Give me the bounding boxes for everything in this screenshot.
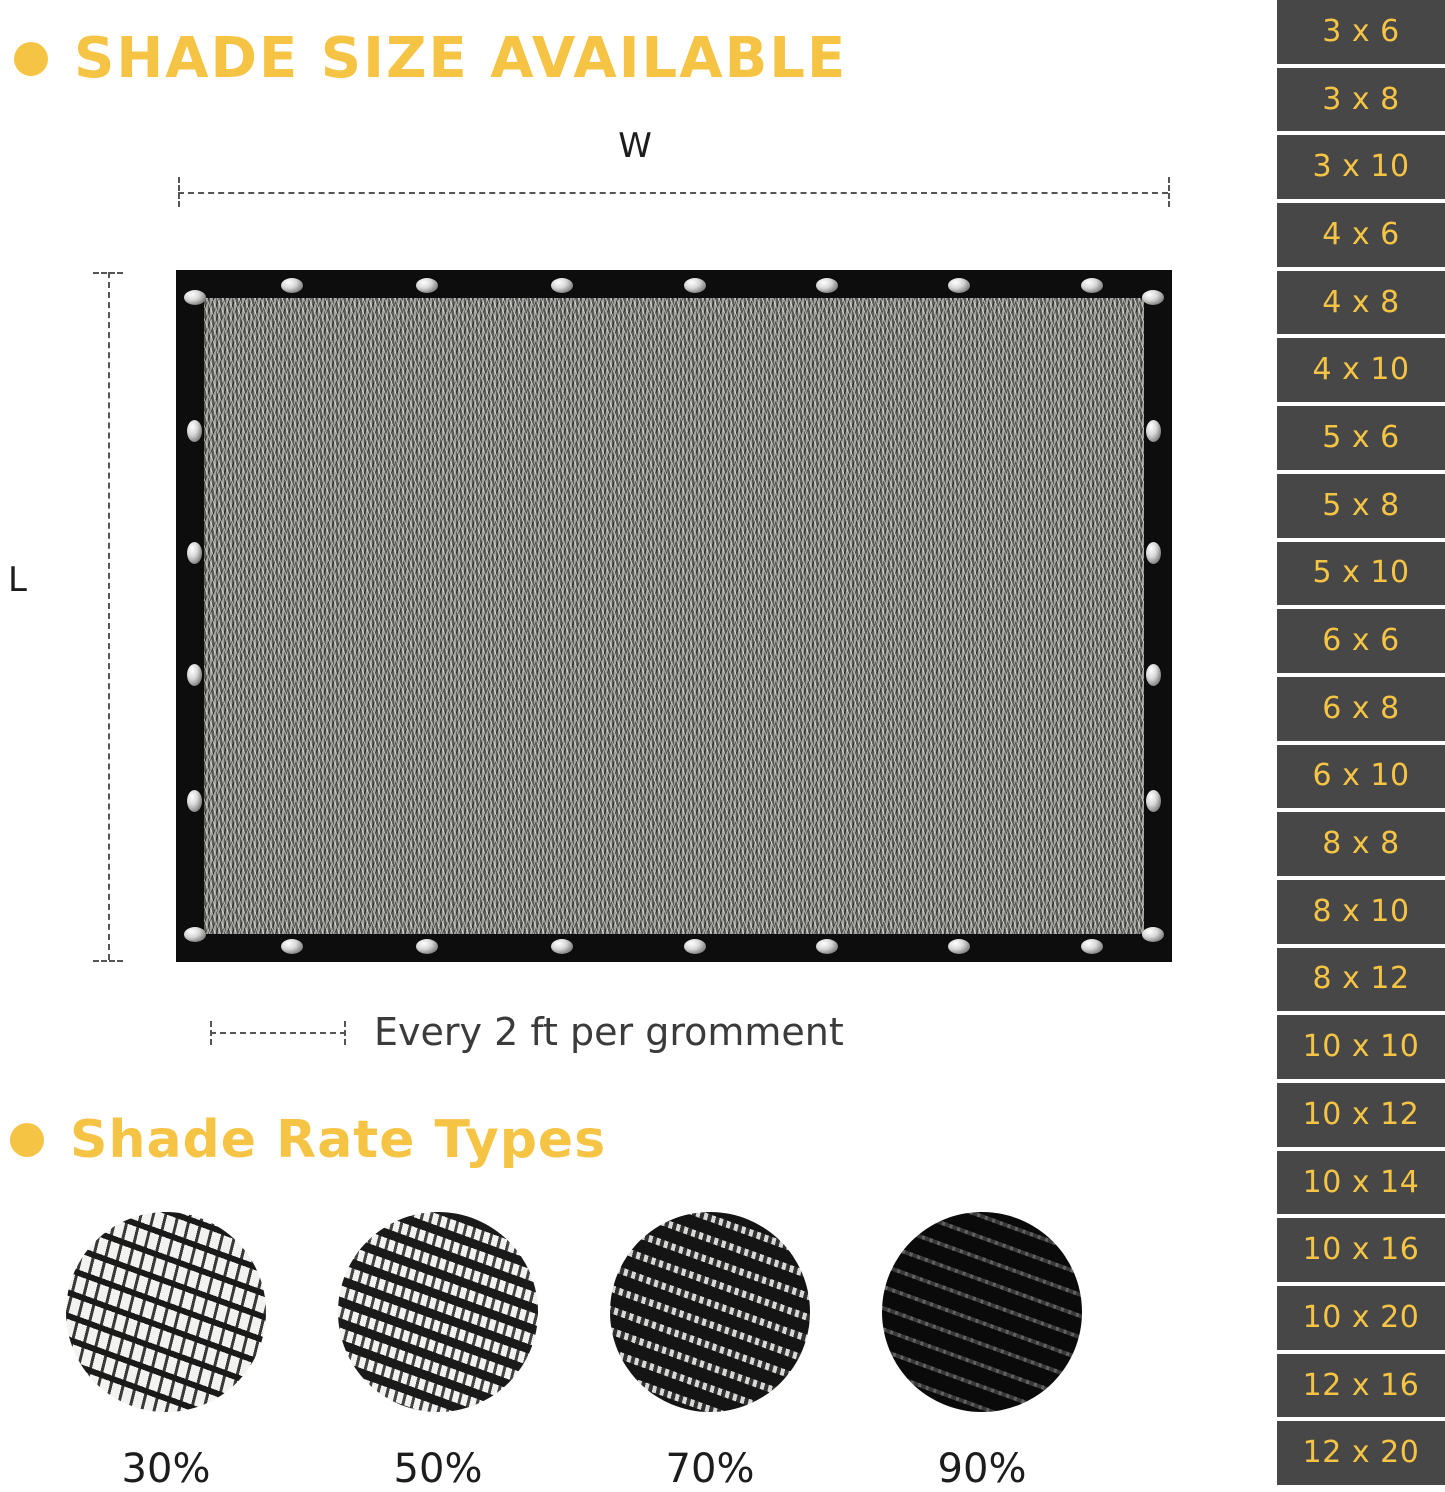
shade-rate-swatch-70: [610, 1212, 810, 1412]
shade-cloth-panel: [176, 270, 1172, 962]
width-dimension-label: W: [618, 126, 652, 166]
shade-rate-label: 70%: [665, 1446, 755, 1492]
size-chip: 6 x 10: [1277, 745, 1445, 809]
grommet: [1146, 420, 1161, 442]
grommet: [948, 278, 970, 293]
bullet-icon: [14, 42, 48, 76]
grommet: [1146, 542, 1161, 564]
shade-rate-item: [604, 1212, 816, 1492]
size-chip: 12 x 20: [1277, 1421, 1445, 1485]
shade-rate-item: [60, 1212, 272, 1492]
shade-rate-swatch-90: [882, 1212, 1082, 1412]
size-chip: 3 x 6: [1277, 0, 1445, 64]
shade-panel-diagram: [8, 126, 1190, 1054]
size-chip: 8 x 10: [1277, 880, 1445, 944]
length-tick-top: [93, 272, 123, 274]
grommet: [1146, 664, 1161, 686]
available-sizes-list: [1277, 0, 1445, 1485]
size-chip: 10 x 12: [1277, 1083, 1445, 1147]
section-heading-sizes: [14, 26, 847, 91]
grommet: [551, 939, 573, 954]
size-chip: 4 x 6: [1277, 203, 1445, 267]
grommet: [416, 939, 438, 954]
grommet: [551, 278, 573, 293]
size-chip: 6 x 8: [1277, 677, 1445, 741]
grommet: [187, 420, 202, 442]
section-heading-rates: [10, 1110, 606, 1170]
shade-rate-swatch-list: [60, 1212, 1220, 1492]
size-chip: 8 x 8: [1277, 812, 1445, 876]
size-chip: 4 x 8: [1277, 271, 1445, 335]
grommet: [1146, 790, 1161, 812]
grommet: [416, 278, 438, 293]
grommet-corner: [1142, 290, 1164, 305]
shade-rate-swatch-50: [338, 1212, 538, 1412]
section-heading-rates-label: Shade Rate Types: [70, 1110, 607, 1170]
grommet: [948, 939, 970, 954]
size-chip: 12 x 16: [1277, 1354, 1445, 1418]
size-chip: 3 x 10: [1277, 135, 1445, 199]
grommet: [1081, 939, 1103, 954]
size-chip: 5 x 8: [1277, 474, 1445, 538]
width-dimension-line: [178, 192, 1168, 194]
shade-rate-label: 90%: [937, 1446, 1027, 1492]
grommet: [281, 939, 303, 954]
grommet: [684, 939, 706, 954]
grommet: [684, 278, 706, 293]
grommet: [1081, 278, 1103, 293]
section-heading-sizes-label: SHADE SIZE AVAILABLE: [74, 26, 848, 91]
grommet-corner: [184, 927, 206, 942]
grommet-corner: [184, 290, 206, 305]
grommet: [187, 542, 202, 564]
shade-rate-item: [332, 1212, 544, 1492]
shade-rate-label: 30%: [121, 1446, 211, 1492]
width-tick-left: [178, 177, 180, 207]
shade-rate-swatch-30: [66, 1212, 266, 1412]
width-tick-right: [1168, 177, 1170, 207]
grommet-spacing-label: Every 2 ft per gromment: [374, 1010, 844, 1054]
grommet: [816, 939, 838, 954]
size-chip: 10 x 10: [1277, 1015, 1445, 1079]
length-dimension-line: [108, 272, 110, 960]
measure-cap-left: [210, 1021, 212, 1045]
grommet: [281, 278, 303, 293]
size-chip: 6 x 6: [1277, 609, 1445, 673]
grommet-spacing-measure: [210, 1019, 346, 1045]
shade-rate-label: 50%: [393, 1446, 483, 1492]
size-chip: 10 x 20: [1277, 1286, 1445, 1350]
grommet: [187, 790, 202, 812]
bullet-icon: [10, 1123, 44, 1157]
shade-rate-item: [876, 1212, 1088, 1492]
measure-cap-right: [344, 1021, 346, 1045]
size-chip: 5 x 6: [1277, 406, 1445, 470]
size-chip: 5 x 10: [1277, 542, 1445, 606]
grommet-spacing-note: [210, 1010, 844, 1054]
size-chip: 3 x 8: [1277, 68, 1445, 132]
grommet-corner: [1142, 927, 1164, 942]
mesh-fabric-texture: [204, 298, 1144, 934]
size-chip: 10 x 16: [1277, 1218, 1445, 1282]
measure-bar: [210, 1032, 346, 1034]
size-chip: 10 x 14: [1277, 1151, 1445, 1215]
length-tick-bottom: [93, 960, 123, 962]
length-dimension-label: L: [8, 560, 27, 600]
size-chip: 4 x 10: [1277, 338, 1445, 402]
grommet: [816, 278, 838, 293]
grommet: [187, 664, 202, 686]
size-chip: 8 x 12: [1277, 948, 1445, 1012]
